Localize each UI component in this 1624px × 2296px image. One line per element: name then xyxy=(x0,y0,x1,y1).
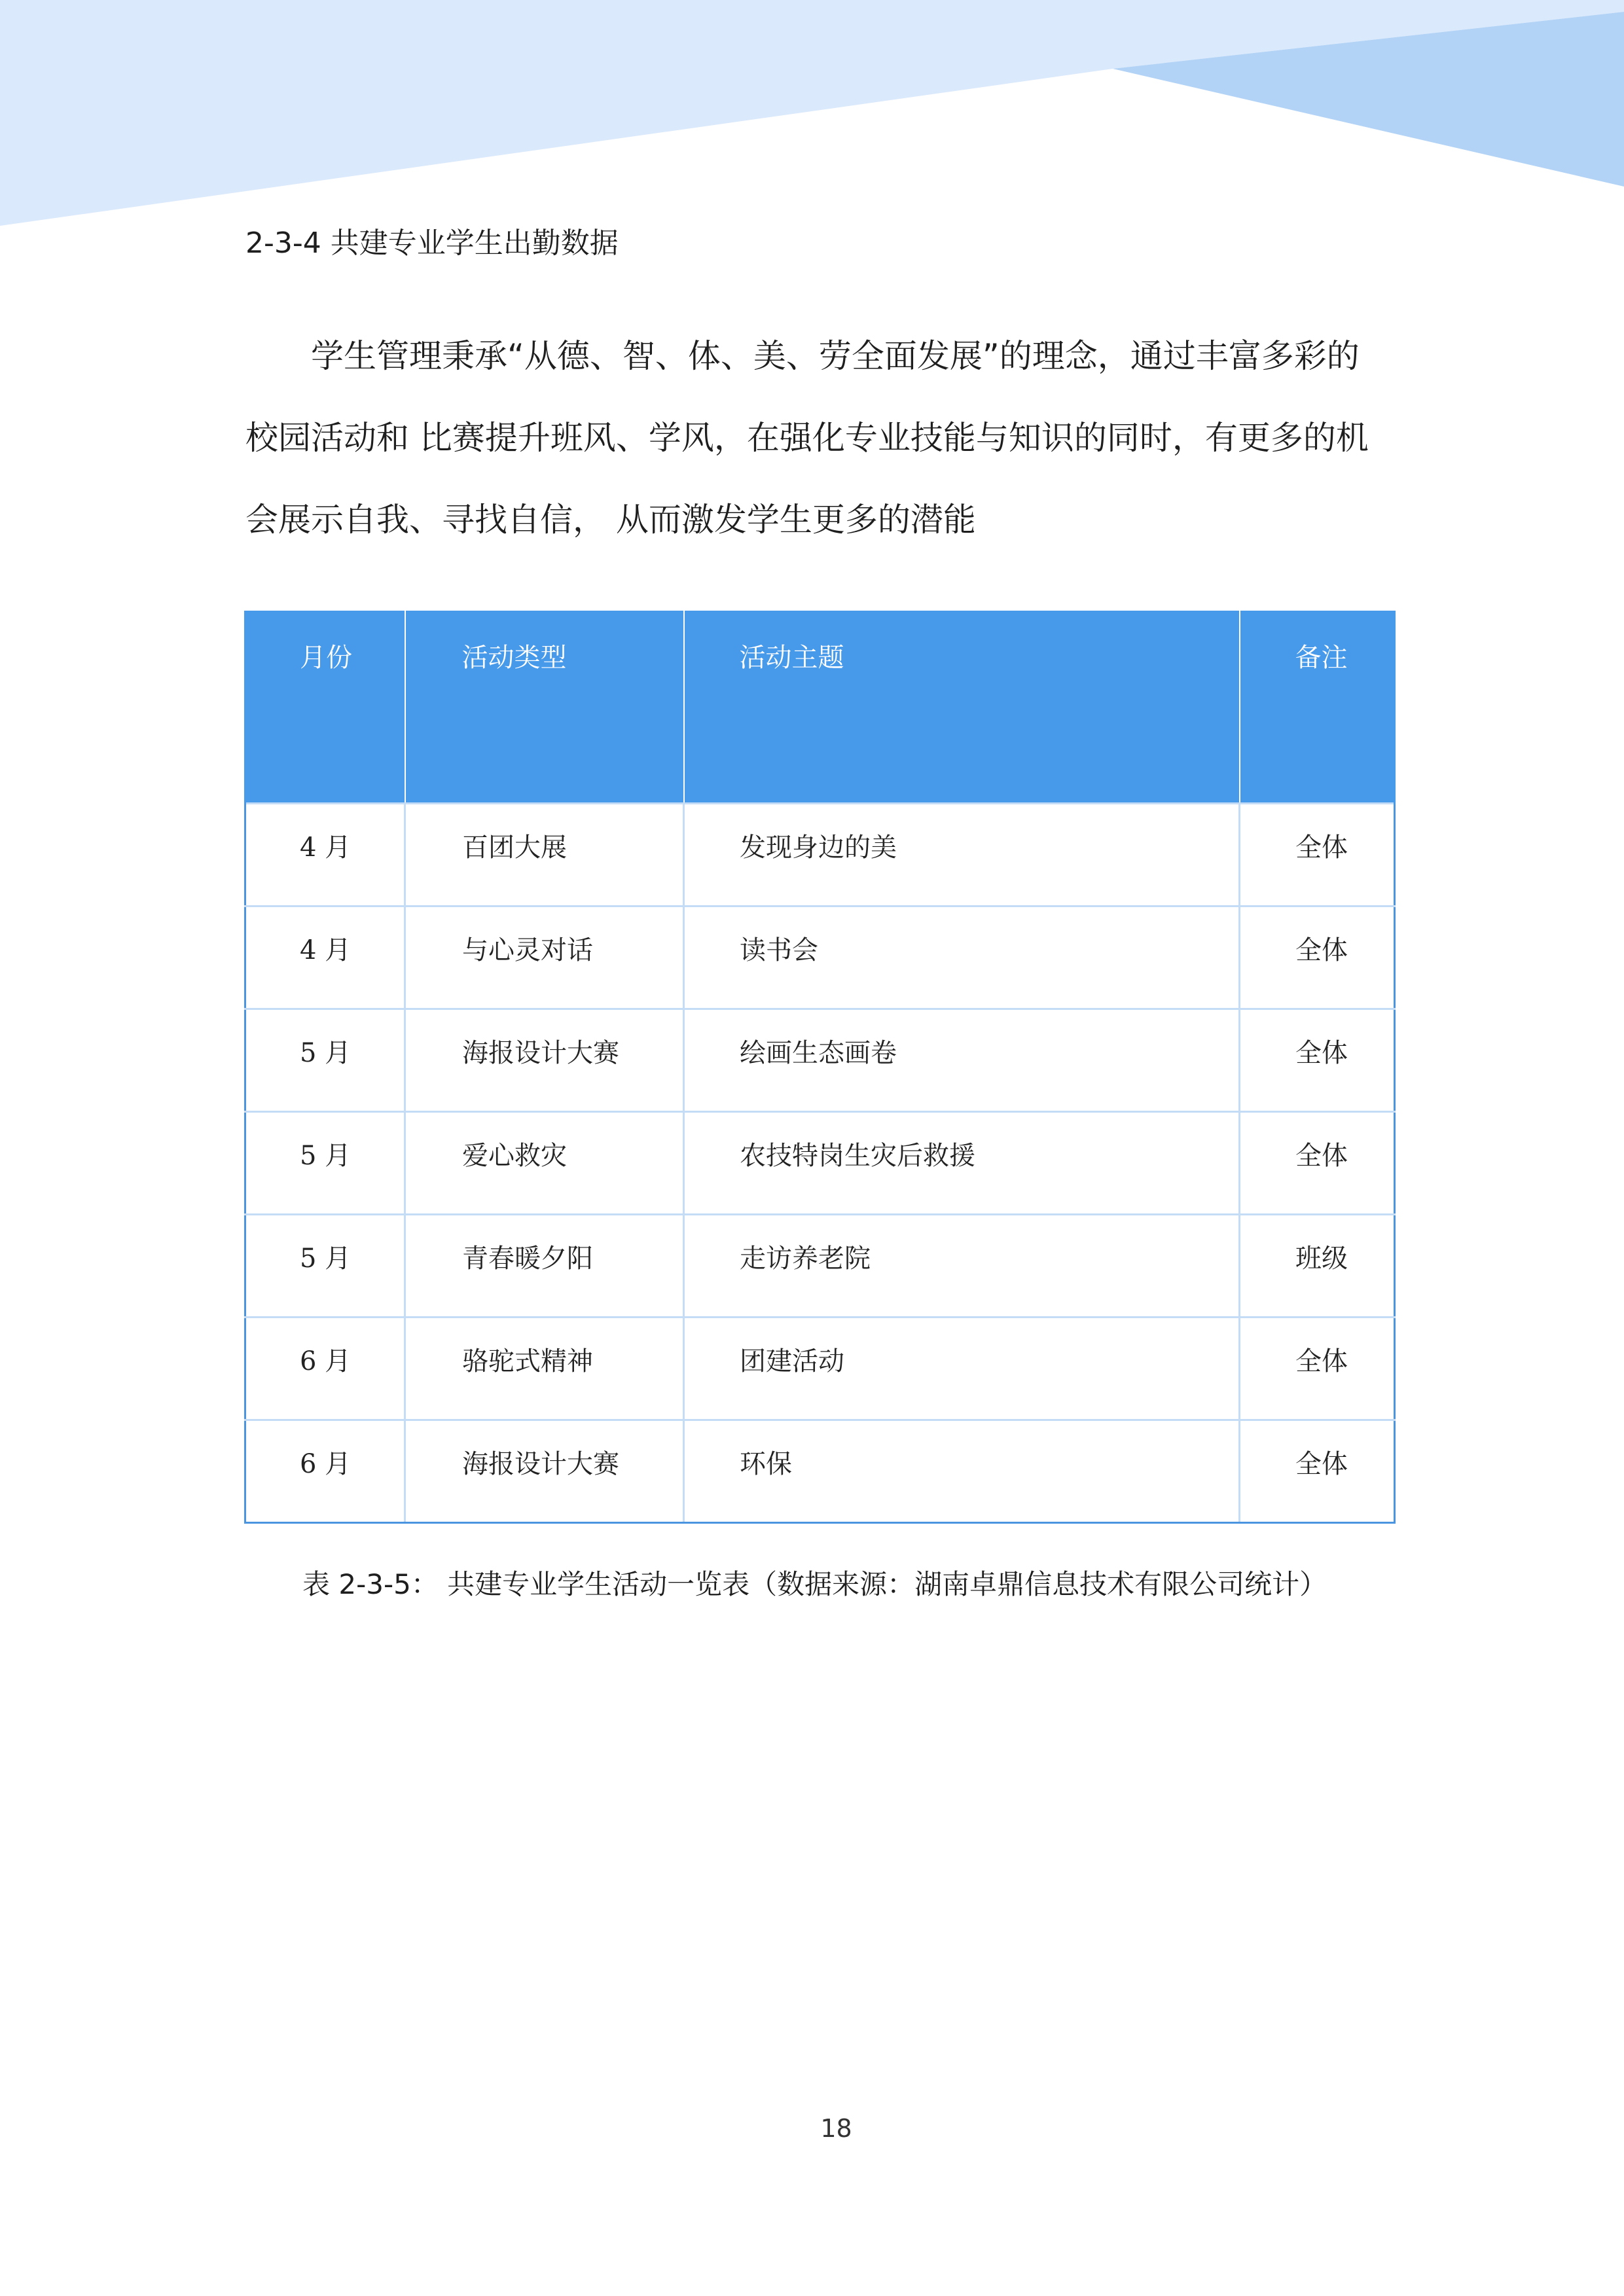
cell-month: 6 月 xyxy=(245,1420,405,1522)
body-paragraph: 学生管理秉承“从德、智、体、美、劳全面发展”的理念，通过丰富多彩的校园活动和 比赛提升班风、学风，在强化专业技能与知识的同时，有更多的机会展示自我、寻找自信， 从而激发学生更多的潜能 xyxy=(245,337,1369,539)
cell-month: 5 月 xyxy=(245,1111,405,1214)
table-caption: 表 2-3-5： 共建专业学生活动一览表（数据来源：湖南卓鼎信息技术有限公司统计） xyxy=(302,1568,1327,1600)
header-note: 备注 xyxy=(1240,611,1395,803)
cell-activity-theme: 团建活动 xyxy=(684,1317,1240,1420)
cell-activity-theme: 绘画生态画卷 xyxy=(684,1009,1240,1111)
activity-table xyxy=(244,611,1396,1524)
cell-activity-theme: 农技特岗生灾后救援 xyxy=(684,1111,1240,1214)
cell-note: 全体 xyxy=(1240,803,1395,906)
cell-note: 全体 xyxy=(1240,1317,1395,1420)
cell-activity-theme: 环保 xyxy=(684,1420,1240,1522)
cell-activity-type: 海报设计大赛 xyxy=(405,1420,684,1522)
cell-month: 4 月 xyxy=(245,803,405,906)
table-row xyxy=(245,1214,1395,1317)
cell-note: 全体 xyxy=(1240,1009,1395,1111)
table-row xyxy=(245,803,1395,906)
cell-activity-type: 骆驼式精神 xyxy=(405,1317,684,1420)
table-row xyxy=(245,1009,1395,1111)
table-row xyxy=(245,1111,1395,1214)
cell-note: 班级 xyxy=(1240,1214,1395,1317)
header-activity-type: 活动类型 xyxy=(405,611,684,803)
section-heading: 2-3-4 共建专业学生出勤数据 xyxy=(245,226,619,260)
cell-month: 5 月 xyxy=(245,1009,405,1111)
cell-note: 全体 xyxy=(1240,906,1395,1009)
cell-activity-theme: 读书会 xyxy=(684,906,1240,1009)
cell-activity-type: 海报设计大赛 xyxy=(405,1009,684,1111)
cell-activity-theme: 发现身边的美 xyxy=(684,803,1240,906)
cell-activity-type: 爱心救灾 xyxy=(405,1111,684,1214)
cell-activity-theme: 走访养老院 xyxy=(684,1214,1240,1317)
cell-month: 6 月 xyxy=(245,1317,405,1420)
header-decoration xyxy=(0,0,1624,236)
table-row xyxy=(245,1317,1395,1420)
header-activity-theme: 活动主题 xyxy=(684,611,1240,803)
cell-activity-type: 青春暖夕阳 xyxy=(405,1214,684,1317)
table-row xyxy=(245,906,1395,1009)
header-month: 月份 xyxy=(245,611,405,803)
table-header-row xyxy=(245,611,1395,803)
table-row xyxy=(245,1420,1395,1522)
cell-activity-type: 与心灵对话 xyxy=(405,906,684,1009)
cell-month: 5 月 xyxy=(245,1214,405,1317)
cell-activity-type: 百团大展 xyxy=(405,803,684,906)
page-number: 18 xyxy=(820,2114,852,2143)
cell-month: 4 月 xyxy=(245,906,405,1009)
cell-note: 全体 xyxy=(1240,1420,1395,1522)
cell-note: 全体 xyxy=(1240,1111,1395,1214)
